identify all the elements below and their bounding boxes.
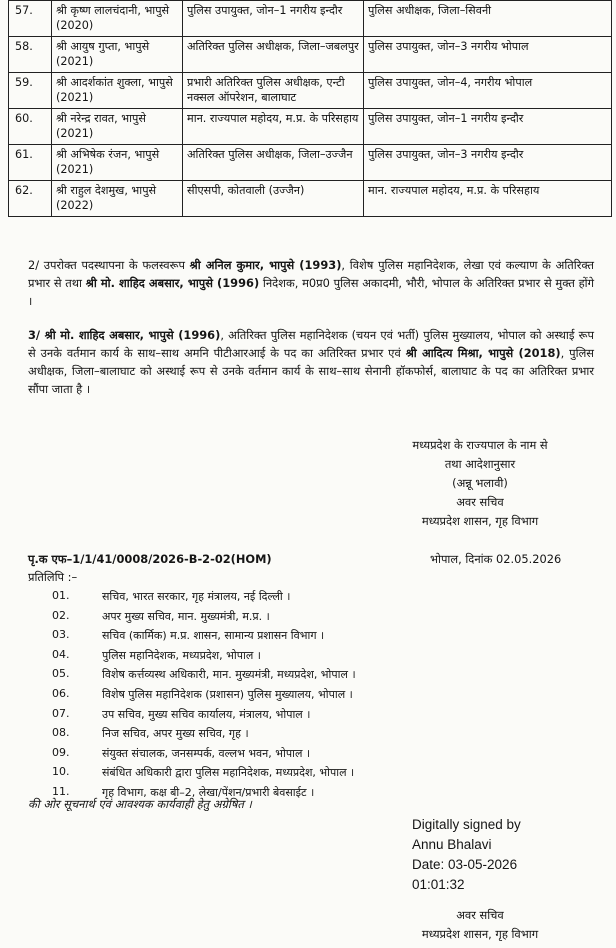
new-posting: पुलिस उपायुक्त, जोन–4, नगरीय भोपाल bbox=[364, 73, 612, 109]
signature-line-1: मध्यप्रदेश के राज्यपाल के नाम से bbox=[412, 438, 548, 452]
copy-label: प्रतिलिपि :– bbox=[28, 570, 78, 584]
table-row bbox=[9, 145, 612, 181]
postings-table-body bbox=[9, 1, 612, 217]
row-number: 57. bbox=[9, 1, 52, 37]
row-number: 59. bbox=[9, 73, 52, 109]
para2-mid: , विशेष पुलिस महानिदेशक, लेखा एवं कल्याण के अतिरिक्त प्रभार से तथा bbox=[28, 258, 595, 290]
new-posting: पुलिस उपायुक्त, जोन–3 नगरीय इन्दौर bbox=[364, 145, 612, 181]
digital-signature bbox=[412, 815, 521, 895]
new-posting: पुलिस उपायुक्त, जोन–3 नगरीय भोपाल bbox=[364, 37, 612, 73]
list-item-number: 07. bbox=[52, 706, 70, 720]
current-posting: मान. राज्यपाल महोदय, म.प्र. के परिसहाय bbox=[183, 109, 364, 145]
para2-lead: 2/ उपरोक्त पदस्थापना के फलस्वरूप bbox=[28, 258, 190, 272]
digital-signature-time: 01:01:32 bbox=[412, 877, 465, 892]
list-item-number: 04. bbox=[52, 647, 70, 661]
list-item bbox=[52, 746, 356, 766]
row-number: 60. bbox=[9, 109, 52, 145]
current-posting: अतिरिक्त पुलिस अधीक्षक, जिला–जबलपुर bbox=[183, 37, 364, 73]
new-posting: पुलिस उपायुक्त, जोन–1 नगरीय इन्दौर bbox=[364, 109, 612, 145]
para3-officer-1: 3/ श्री मो. शाहिद अबसार, भापुसे (1996) bbox=[28, 328, 221, 342]
list-item-text: गृह विभाग, कक्ष बी–2, लेखा/पेंशन/प्रभारी बेवसाईट । bbox=[102, 785, 315, 799]
row-number: 61. bbox=[9, 145, 52, 181]
list-item-text: अपर मुख्य सचिव, मान. मुख्यमंत्री, म.प्र. । bbox=[102, 609, 270, 623]
list-item bbox=[52, 667, 356, 687]
footer-block bbox=[360, 906, 600, 944]
closing-line: की ओर सूचनार्थ एवं आवश्यक कार्यवाही हेतु अग्रेषित । bbox=[28, 797, 252, 811]
officer-name: श्री नरेन्द्र रावत, भापुसे (2021) bbox=[52, 109, 183, 145]
list-item bbox=[52, 726, 356, 746]
row-number: 62. bbox=[9, 181, 52, 217]
list-item-number: 01. bbox=[52, 589, 70, 602]
current-posting: पुलिस उपायुक्त, जोन–1 नगरीय इन्दौर bbox=[183, 1, 364, 37]
list-item-number: 06. bbox=[52, 686, 70, 700]
list-item-text: उप सचिव, मुख्य सचिव कार्यालय, मंत्रालय, भोपाल । bbox=[102, 707, 311, 721]
new-posting: मान. राज्यपाल महोदय, म.प्र. के परिसहाय bbox=[364, 181, 612, 217]
endorsement-date: भोपाल, दिनांक 02.05.2026 bbox=[430, 552, 562, 566]
list-item-text: सचिव (कार्मिक) म.प्र. शासन, सामान्य प्रशासन विभाग । bbox=[102, 629, 325, 643]
new-posting: पुलिस अधीक्षक, जिला–सिवनी bbox=[364, 1, 612, 37]
table-row bbox=[9, 1, 612, 37]
table-row bbox=[9, 37, 612, 73]
officer-name: श्री आदर्शकांत शुक्ला, भापुसे (2021) bbox=[52, 73, 183, 109]
list-item-number: 09. bbox=[52, 745, 70, 759]
list-item bbox=[52, 648, 356, 668]
signature-line-2: तथा आदेशानुसार bbox=[444, 457, 516, 471]
signature-designation: अवर सचिव bbox=[456, 495, 504, 509]
list-item bbox=[52, 609, 356, 629]
para2-tail: निदेशक, म0प्र0 पुलिस अकादमी, भौरी, भोपाल के अतिरिक्त प्रभार से मुक्त होंगे । bbox=[28, 276, 594, 308]
officer-name: श्री आयुष गुप्ता, भापुसे (2021) bbox=[52, 37, 183, 73]
signature-department: मध्यप्रदेश शासन, गृह विभाग bbox=[421, 514, 539, 528]
officer-name: श्री अभिषेक रंजन, भापुसे (2021) bbox=[52, 145, 183, 181]
list-item-number: 05. bbox=[52, 667, 70, 681]
current-posting: प्रभारी अतिरिक्त पुलिस अधीक्षक, एन्टी नक्सल ऑपरेशन, बालाघाट bbox=[183, 73, 364, 109]
list-item-number: 03. bbox=[52, 628, 70, 642]
officer-name: श्री कृष्ण लालचंदानी, भापुसे (2020) bbox=[52, 1, 183, 37]
row-number: 58. bbox=[9, 37, 52, 73]
para2-officer-1: श्री अनिल कुमार, भापुसे (1993) bbox=[189, 258, 342, 272]
list-item bbox=[52, 628, 356, 648]
para3-officer-2: श्री आदित्य मिश्रा, भापुसे (2018) bbox=[405, 346, 561, 360]
list-item-text: विशेष कर्त्तव्यस्थ अधिकारी, मान. मुख्यमंत्री, मध्यप्रदेश, भोपाल । bbox=[102, 668, 356, 682]
signature-name: (अन्नू भलावी) bbox=[452, 476, 508, 490]
officer-name: श्री राहुल देशमुख, भापुसे (2022) bbox=[52, 181, 183, 217]
endorsement-reference: पृ.क एफ–1/1/41/0008/2026-B-2-02(HOM) bbox=[28, 552, 272, 566]
list-item-number: 11. bbox=[52, 784, 70, 798]
postings-table bbox=[8, 0, 612, 217]
digital-signature-date: Date: 03-05-2026 bbox=[412, 857, 518, 872]
footer-department: मध्यप्रदेश शासन, गृह विभाग bbox=[421, 927, 539, 941]
list-item-text: पुलिस महानिदेशक, मध्यप्रदेश, भोपाल । bbox=[102, 648, 261, 662]
list-item bbox=[52, 707, 356, 727]
paragraph-3 bbox=[28, 326, 594, 398]
signature-block bbox=[360, 436, 600, 531]
list-item-text: संबंधित अधिकारी द्वारा पुलिस महानिदेशक, मध्यप्रदेश, भोपाल । bbox=[102, 766, 355, 780]
para3-mid: , अतिरिक्त पुलिस महानिदेशक (चयन एवं भर्ती) पुलिस मुख्यालय, भोपाल को अस्थाई रूप से उनके वर्तमान कार्य के साथ–साथ अमनि पीटीआरआई के पद का अतिरिक्त प्रभार एवं bbox=[28, 328, 594, 360]
digital-signature-line-1: Digitally signed by bbox=[412, 817, 521, 832]
list-item bbox=[52, 687, 356, 707]
paragraph-2 bbox=[28, 256, 594, 310]
copy-list bbox=[52, 589, 356, 805]
footer-designation: अवर सचिव bbox=[456, 908, 504, 922]
para3-tail: , पुलिस अधीक्षक, जिला–बालाघाट को अस्थाई रूप से उनके वर्तमान कार्य के साथ–साथ सेनानी हॉकफोर्स, बालाघाट के पद का अतिरिक्त प्रभार सौंपा जाता है । bbox=[28, 346, 594, 396]
table-row bbox=[9, 181, 612, 217]
digital-signature-name: Annu Bhalavi bbox=[412, 837, 492, 852]
current-posting: अतिरिक्त पुलिस अधीक्षक, जिला–उज्जैन bbox=[183, 145, 364, 181]
table-row bbox=[9, 73, 612, 109]
list-item bbox=[52, 765, 356, 785]
list-item-text: सचिव, भारत सरकार, गृह मंत्रालय, नई दिल्ली । bbox=[102, 590, 291, 603]
para2-officer-2: श्री मो. शाहिद अबसार, भापुसे (1996) bbox=[85, 276, 260, 290]
table-row bbox=[9, 109, 612, 145]
current-posting: सीएसपी, कोतवाली (उज्जैन) bbox=[183, 181, 364, 217]
list-item-number: 08. bbox=[52, 726, 70, 740]
list-item-number: 02. bbox=[52, 608, 70, 622]
list-item-text: निज सचिव, अपर मुख्य सचिव, गृह । bbox=[102, 727, 249, 741]
list-item bbox=[52, 589, 356, 609]
list-item-text: संयुक्त संचालक, जनसम्पर्क, वल्लभ भवन, भोपाल । bbox=[102, 746, 311, 760]
list-item-number: 10. bbox=[52, 765, 70, 779]
list-item-text: विशेष पुलिस महानिदेशक (प्रशासन) पुलिस मुख्यालय, भोपाल । bbox=[102, 687, 353, 701]
